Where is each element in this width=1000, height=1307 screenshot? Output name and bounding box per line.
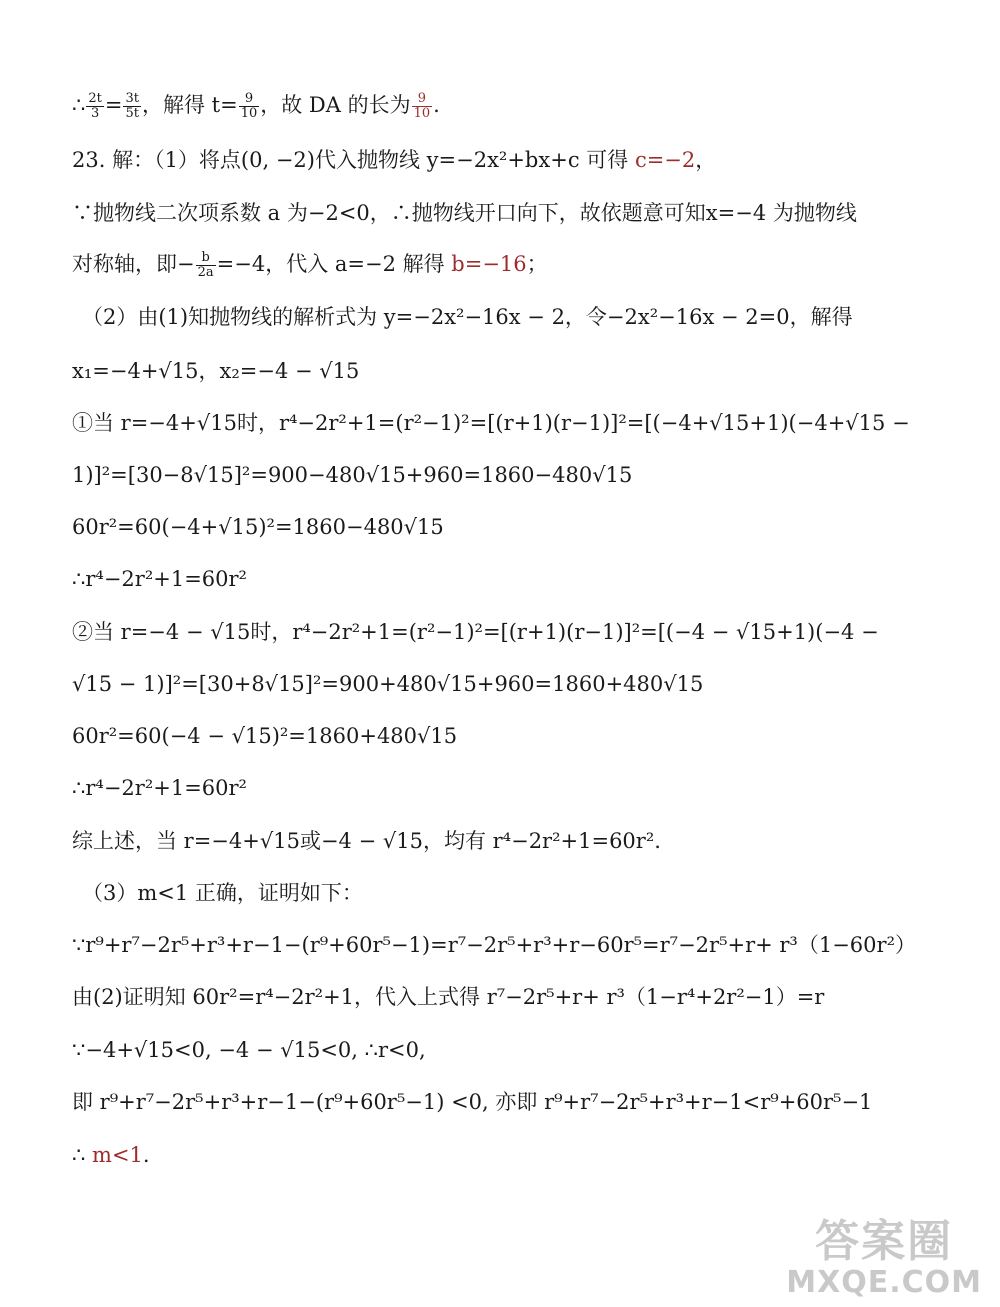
- line-10: ②当 r=−4 − √15时，r⁴−2r²+1=(r²−1)²=[(r+1)(r−1)]²=[(−4 − √15+1)(−4 −: [72, 620, 879, 644]
- answer-highlight: c=−2: [634, 148, 696, 172]
- line-11: √15 − 1)]²=[30+8√15]²=900+480√15+960=1860+480√15: [72, 672, 704, 696]
- fraction: $\frac{9}{10}$: [240, 91, 258, 121]
- fraction: $\frac{2t}{3}$: [88, 91, 102, 121]
- therefore-symbol: ∴: [72, 93, 86, 117]
- fraction: $\frac{3t}{5t}$: [125, 91, 139, 121]
- line-0: ∴ $\frac{2t}{3}$ = $\frac{3t}{5t}$ ，解得 t= $\frac{9}{10}$ ，故 DA 的长为 $\frac{9}{10}$ .: [72, 91, 440, 121]
- watermark-logo: 答案圈: [815, 1216, 954, 1267]
- answer-highlight: b=−16: [451, 252, 527, 276]
- line-18: ∵−4+√15<0, −4 − √15<0, ∴r<0,: [72, 1038, 426, 1062]
- line-12: 60r²=60(−4 − √15)²=1860+480√15: [72, 724, 458, 748]
- line-8: 60r²=60(−4+√15)²=1860−480√15: [72, 515, 444, 539]
- line-4: （2）由(1)知抛物线的解析式为 y=−2x²−16x − 2，令−2x²−16x − 2=0，解得: [82, 305, 853, 329]
- line-15: （3）m<1 正确，证明如下：: [82, 881, 363, 905]
- line-5: x₁=−4+√15，x₂=−4 − √15: [72, 359, 360, 383]
- line-16: ∵r⁹+r⁷−2r⁵+r³+r−1−(r⁹+60r⁵−1)=r⁷−2r⁵+r³+r−60r⁵=r⁷−2r⁵+r+ r³（1−60r²）: [72, 933, 916, 957]
- final-answer: m<1: [92, 1143, 143, 1167]
- watermark-url: MXQE.COM: [786, 1265, 982, 1300]
- line-19: 即 r⁹+r⁷−2r⁵+r³+r−1−(r⁹+60r⁵−1) <0, 亦即 r⁹+r⁷−2r⁵+r³+r−1<r⁹+60r⁵−1: [72, 1090, 873, 1114]
- watermark: [786, 1217, 982, 1299]
- line-17: 由(2)证明知 60r²=r⁴−2r²+1，代入上式得 r⁷−2r⁵+r+ r³（1−r⁴+2r²−1）=r: [72, 985, 825, 1009]
- answer-fraction: $\frac{9}{10}$: [413, 91, 431, 121]
- line-7: 1)]²=[30−8√15]²=900−480√15+960=1860−480√15: [72, 463, 633, 487]
- line-2: ∵抛物线二次项系数 a 为−2<0，∴抛物线开口向下，故依题意可知x=−4 为抛物线: [72, 201, 857, 225]
- line-3: 对称轴，即− $\frac{b}{2a}$ =−4，代入 a=−2 解得 b=−16；: [72, 250, 548, 280]
- line-9: ∴r⁴−2r²+1=60r²: [72, 567, 247, 591]
- line-20: ∴ m<1.: [72, 1143, 150, 1167]
- line-6: ①当 r=−4+√15时，r⁴−2r²+1=(r²−1)²=[(r+1)(r−1)]²=[(−4+√15+1)(−4+√15 −: [72, 411, 910, 435]
- line-13: ∴r⁴−2r²+1=60r²: [72, 776, 247, 800]
- line-1: 23. 解：（1）将点(0, −2)代入抛物线 y=−2x²+bx+c 可得 c=−2，: [72, 148, 717, 172]
- fraction: $\frac{b}{2a}$: [197, 250, 214, 280]
- line-14: 综上述，当 r=−4+√15或−4 − √15，均有 r⁴−2r²+1=60r².: [72, 829, 661, 853]
